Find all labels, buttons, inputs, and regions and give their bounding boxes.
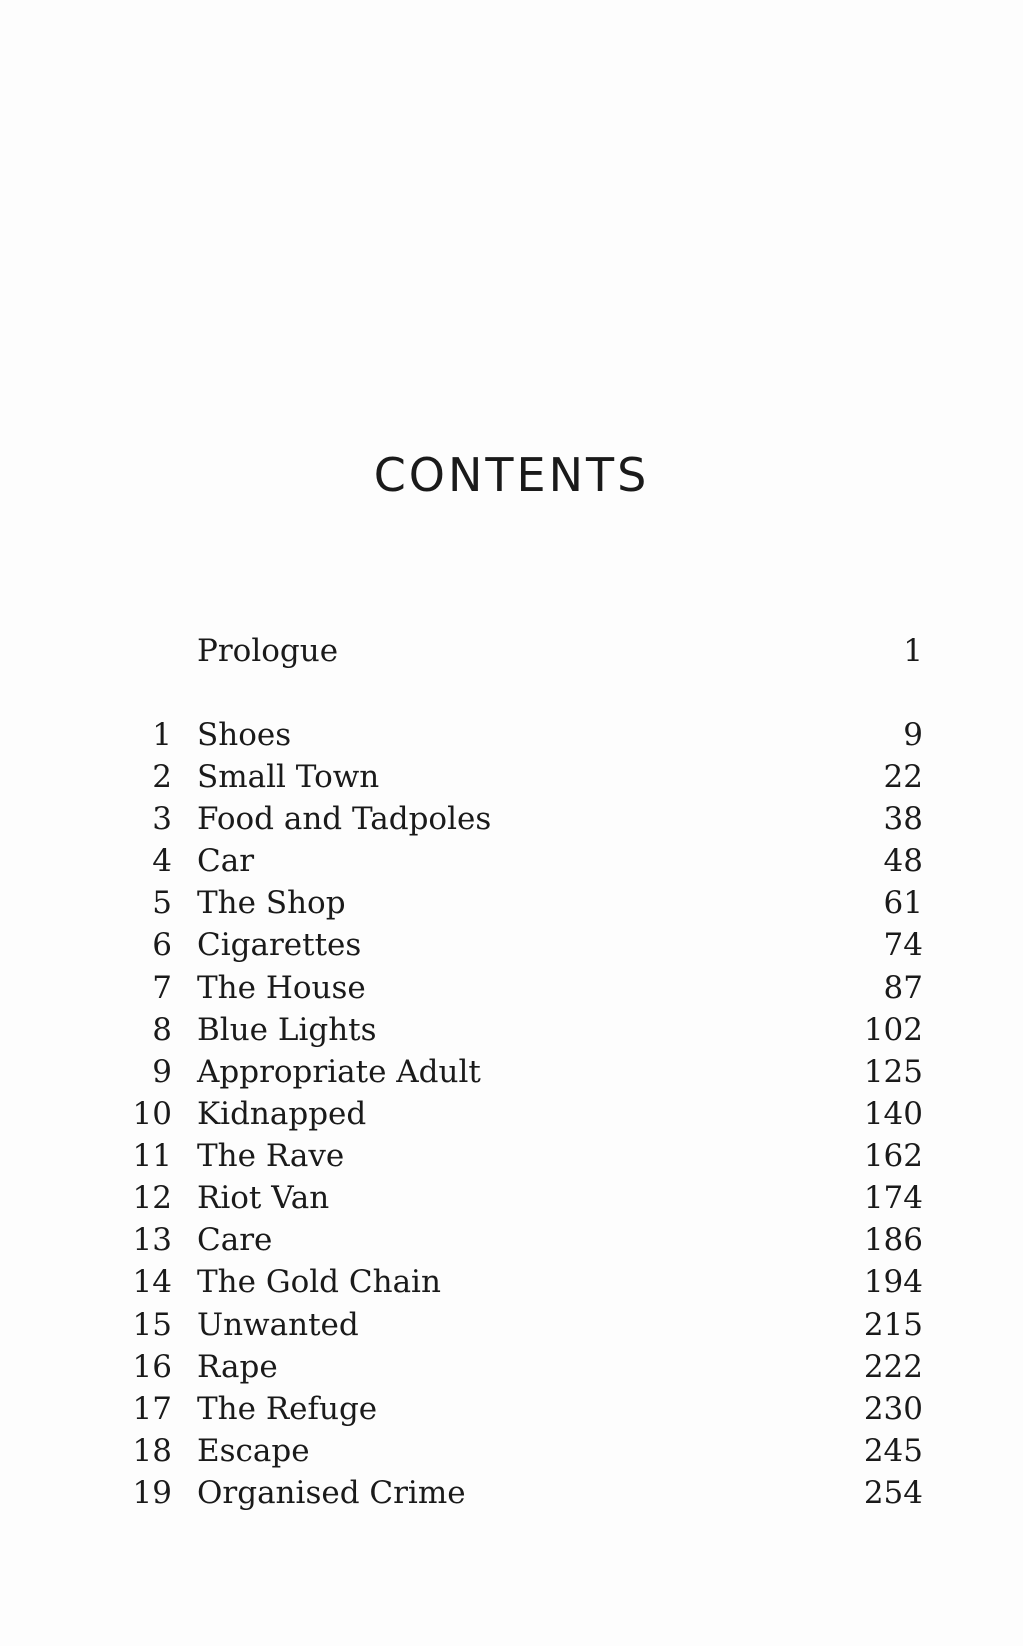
chapter-title: The Refuge	[197, 1391, 378, 1427]
toc-row	[0, 1262, 1023, 1302]
chapter-number: 7	[152, 970, 172, 1006]
chapter-number: 19	[132, 1475, 172, 1511]
contents-heading: CONTENTS	[373, 448, 650, 502]
chapter-title: Cigarettes	[197, 927, 362, 963]
chapter-number: 16	[132, 1349, 172, 1385]
toc-page-number: 38	[883, 801, 923, 837]
chapter-number: 17	[132, 1391, 172, 1427]
toc-row	[0, 1431, 1023, 1471]
chapter-title: Rape	[197, 1349, 278, 1385]
toc-page-number: 245	[863, 1433, 923, 1469]
chapter-number: 1	[152, 717, 172, 753]
chapter-title: The Shop	[197, 885, 346, 921]
chapter-title: Care	[197, 1222, 273, 1258]
toc-row	[0, 1052, 1023, 1092]
chapter-number: 5	[152, 885, 172, 921]
chapter-title: Escape	[197, 1433, 310, 1469]
chapter-number: 11	[132, 1138, 172, 1174]
toc-row	[0, 1305, 1023, 1345]
chapter-number: 14	[132, 1264, 172, 1300]
toc-page-number: 162	[863, 1138, 923, 1174]
toc-row	[0, 1010, 1023, 1050]
toc-row	[0, 883, 1023, 923]
chapter-number: 3	[152, 801, 172, 837]
chapter-title: Unwanted	[197, 1307, 359, 1343]
chapter-title: Small Town	[197, 759, 380, 795]
toc-row	[0, 841, 1023, 881]
toc-page-number: 87	[883, 970, 923, 1006]
toc-page-number: 1	[903, 633, 923, 669]
toc-page-number: 125	[863, 1054, 923, 1090]
chapter-number: 4	[152, 843, 172, 879]
chapter-title: Riot Van	[197, 1180, 330, 1216]
toc-page-number: 215	[863, 1307, 923, 1343]
toc-row	[0, 1347, 1023, 1387]
toc-row	[0, 715, 1023, 755]
chapter-title: The Rave	[197, 1138, 345, 1174]
toc-page-number: 102	[863, 1012, 923, 1048]
chapter-number: 8	[152, 1012, 172, 1048]
toc-row	[0, 1178, 1023, 1218]
chapter-title: Organised Crime	[197, 1475, 466, 1511]
toc-row	[0, 1389, 1023, 1429]
toc-row-prologue	[0, 631, 1023, 671]
toc-page-number: 9	[903, 717, 923, 753]
chapter-number: 15	[132, 1307, 172, 1343]
chapter-title: Car	[197, 843, 255, 879]
chapter-number: 18	[132, 1433, 172, 1469]
chapter-title: The Gold Chain	[197, 1264, 441, 1300]
toc-page-number: 61	[883, 885, 923, 921]
toc-row	[0, 1094, 1023, 1134]
toc-page-number: 140	[863, 1096, 923, 1132]
toc-row	[0, 968, 1023, 1008]
toc-page-number: 174	[863, 1180, 923, 1216]
chapter-title: Blue Lights	[197, 1012, 377, 1048]
chapter-title: Food and Tadpoles	[197, 801, 492, 837]
chapter-title: The House	[197, 970, 366, 1006]
toc-row	[0, 1473, 1023, 1513]
chapter-number: 13	[132, 1222, 172, 1258]
chapter-number: 6	[152, 927, 172, 963]
toc-row	[0, 757, 1023, 797]
toc-row	[0, 1220, 1023, 1260]
chapter-number: 9	[152, 1054, 172, 1090]
toc-page-number: 222	[863, 1349, 923, 1385]
toc-page-number: 48	[883, 843, 923, 879]
toc-page-number: 230	[863, 1391, 923, 1427]
toc-page-number: 186	[863, 1222, 923, 1258]
toc-page-number: 194	[863, 1264, 923, 1300]
toc-row	[0, 1136, 1023, 1176]
chapter-number: 10	[132, 1096, 172, 1132]
toc-row	[0, 925, 1023, 965]
chapter-title: Appropriate Adult	[197, 1054, 481, 1090]
chapter-title: Kidnapped	[197, 1096, 367, 1132]
toc-page-number: 22	[883, 759, 923, 795]
toc-row	[0, 799, 1023, 839]
chapter-number: 12	[132, 1180, 172, 1216]
chapter-number: 2	[152, 759, 172, 795]
toc-page-number: 74	[883, 927, 923, 963]
chapter-title: Shoes	[197, 717, 292, 753]
toc-page-number: 254	[863, 1475, 923, 1511]
toc-title: Prologue	[197, 633, 339, 669]
